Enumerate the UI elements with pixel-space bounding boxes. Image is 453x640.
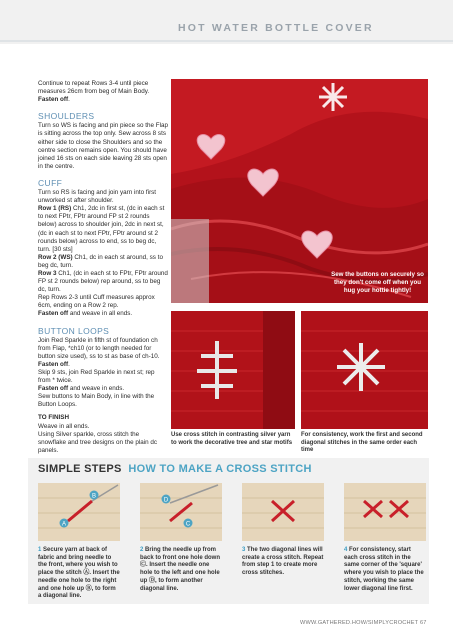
step-3-text: 3 The two diagonal lines will create a cross stitch. Repeat from step 1 to create more cross stitches. — [242, 547, 324, 577]
cuff-row-1: Row 1 (RS) Ch1, 2dc in first st, (dc in each st to next FPtr, FPtr around FP st 2 rounds below) across to shoulder join, 2dc in next st, (dc in each st to next FPtr, FPtr around st 2 rounds below) across to end, ss to beg dc, turn. [30 sts] — [38, 205, 165, 253]
loops-fasten: Fasten off. — [38, 360, 70, 368]
snowflake-motif-illustration — [301, 311, 428, 429]
tree-motif-illustration — [171, 311, 295, 429]
step-2-photo — [140, 483, 222, 541]
loops-text: Join Red Sparkle in fifth st of foundation ch from Flap, *ch10 (or to length needed for button size used), ss to st as base of ch-10. — [38, 336, 160, 360]
cuff-row-3: Row 3 Ch1, (dc in each st to FPtr, FPtr around FP st 2 rounds below) rep around, ss to beg dc, turn. — [38, 269, 168, 294]
shoulders-heading: SHOULDERS — [38, 111, 95, 122]
page-footer: WWW.GATHERED.HOW/SIMPLYCROCHET 67 — [300, 620, 427, 626]
hot-water-bottle-photo — [171, 79, 428, 303]
button-loops-heading: BUTTON LOOPS — [38, 325, 110, 336]
loops-skip: Skip 9 sts, join Red Sparkle in next st; rep from * twice. — [38, 369, 155, 385]
finish-text-1: Weave in all ends. — [38, 422, 90, 430]
step-1-label-a: A — [61, 521, 67, 528]
cuff-heading: CUFF — [38, 177, 63, 188]
caption-left: Use cross stitch in contrasting silver yarn to work the decorative tree and star motifs — [171, 432, 293, 446]
step-1-label-b: B — [91, 493, 97, 500]
shoulders-text: Turn so WS is facing and pin piece so the Flap is sitting across the top only. Sew across 8 sts either side to close the Shoulders and so the centre section remains open. You should have joined 16 sts on each side leaving 28 sts open in the centre. — [38, 122, 168, 170]
cuff-repeat: Rep Rows 2-3 until Cuff measures approx 6cm, ending on a Row 2 rep. — [38, 294, 155, 310]
step-3-photo — [242, 483, 324, 541]
step-2-label-d: D — [163, 497, 169, 504]
big-photo-caption: Sew the buttons on securely so they don't come off when you hug your hottie tightly! — [331, 271, 424, 294]
tree-motif-photo — [171, 311, 295, 429]
step-3-illustration — [242, 483, 324, 541]
cuff-row-2: Row 2 (WS) Ch1, dc in each st around, ss to beg dc, turn. — [38, 253, 163, 269]
finish-heading: TO FINISH — [38, 414, 70, 422]
step-1-illustration — [38, 483, 120, 541]
step-4-photo — [344, 483, 426, 541]
caption-right: For consistency, work the first and second diagonal stitches in the same order each time — [301, 432, 423, 454]
step-1-photo — [38, 483, 120, 541]
cuff-intro: Turn so RS is facing and join yarn into first unworked st after shoulder. — [38, 189, 157, 205]
knitted-cover-illustration — [171, 79, 428, 303]
header-divider — [0, 40, 453, 42]
loops-sew: Sew buttons to Main Body, in line with the Button Loops. — [38, 393, 155, 409]
intro-text: Continue to repeat Rows 3-4 until piece measures 26cm from beg of Main Body. Fasten off. — [38, 80, 150, 104]
pattern-column — [38, 80, 168, 455]
finish-text-2: Using Silver sparkle, cross stitch the snowflake and tree designs on the plain dc panels. — [38, 430, 158, 454]
step-4-text: 4 For consistency, start each cross stitch in the same corner of the 'square' where you wish to place the stitch, working the same lower diagonal line first. — [344, 547, 424, 592]
simple-steps-title: SIMPLE STEPS HOW TO MAKE A CROSS STITCH — [38, 463, 312, 475]
step-2-illustration — [140, 483, 222, 541]
cuff-end: Fasten off and weave in all ends. — [38, 310, 133, 318]
loops-end: Fasten off and weave in ends. — [38, 385, 125, 393]
page-header-title: HOT WATER BOTTLE COVER — [178, 22, 374, 34]
step-2-label-c: C — [185, 521, 191, 528]
step-4-illustration — [344, 483, 426, 541]
step-2-text: 2 Bring the needle up from back to front one hole down Ⓒ. Insert the needle one hole to the left and one hole up Ⓓ, to form another diagonal line. — [140, 547, 220, 592]
step-1-text: 1 Secure yarn at back of fabric and bring needle to the front, where you wish to place the stitch Ⓐ. Insert the needle one hole to the right and one hole up Ⓑ, to form a diagonal line. — [38, 547, 120, 600]
snowflake-motif-photo — [301, 311, 428, 429]
